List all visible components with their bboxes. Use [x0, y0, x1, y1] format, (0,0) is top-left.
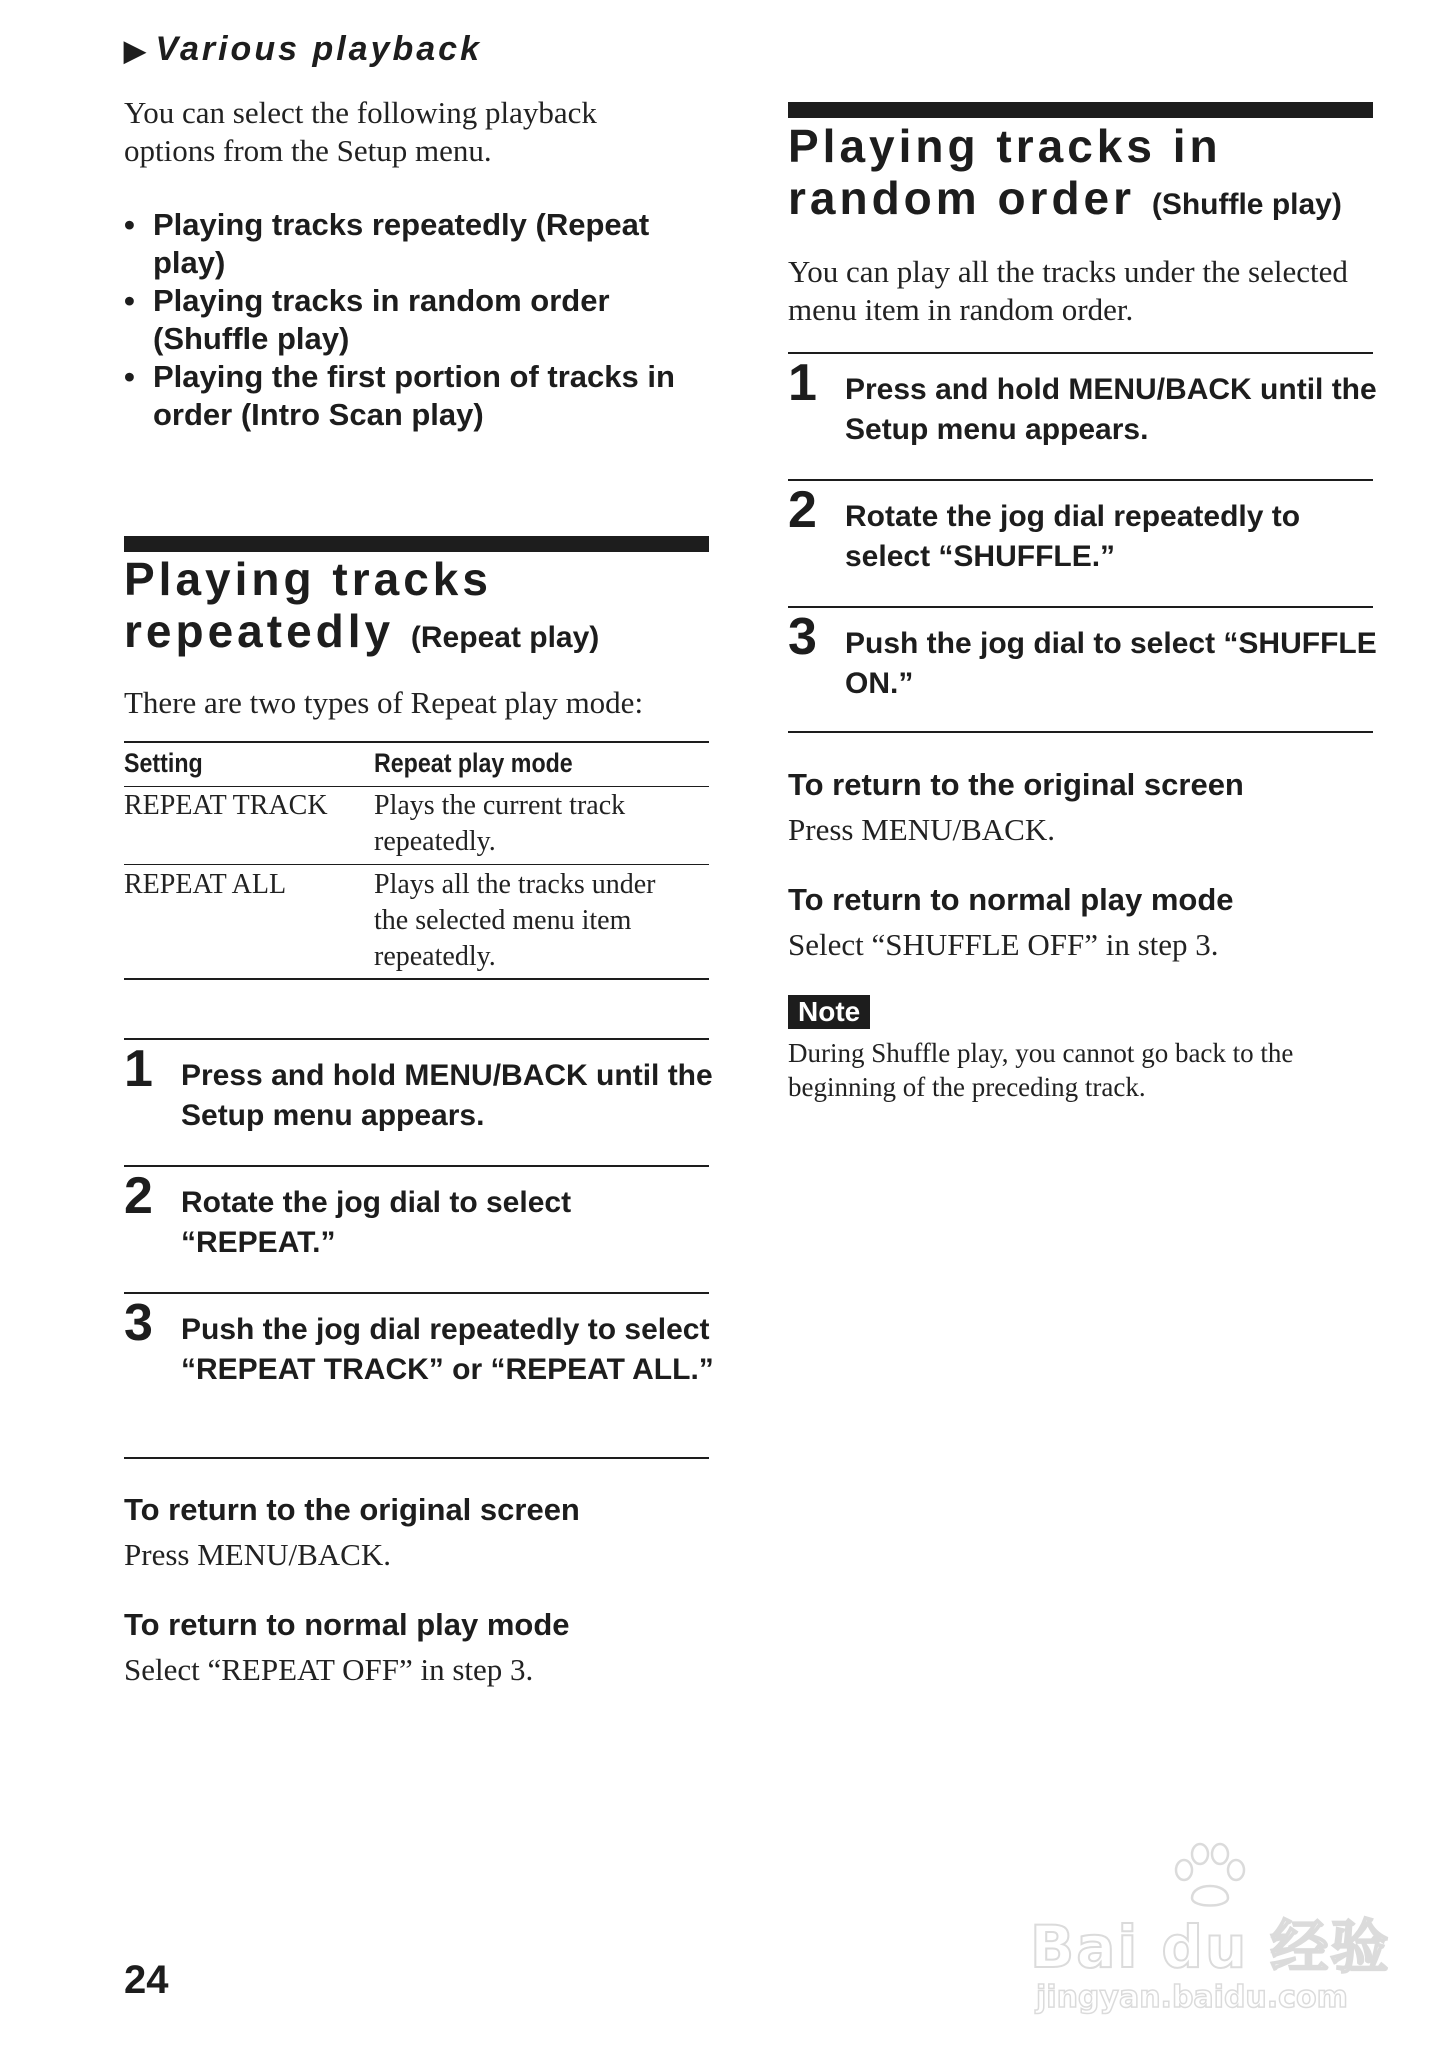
- table-cell-setting: REPEAT TRACK: [124, 790, 328, 821]
- shuffle-intro: You can play all the tracks under the selected menu item in random order.: [788, 254, 1348, 327]
- section-label-text: Various playback: [155, 30, 482, 68]
- step-text: Push the jog dial to select “SHUFFLE ON.”: [845, 627, 1377, 700]
- step-number: 3: [124, 1294, 153, 1352]
- return-original-title: To return to the original screen: [124, 1492, 580, 1527]
- step-number: 2: [124, 1167, 153, 1225]
- heading-bar: [788, 102, 1373, 118]
- list-item: • Playing tracks in random order (Shuffle play): [124, 283, 610, 356]
- watermark-sub: jingyan.baidu.com: [1036, 1980, 1348, 2015]
- return-original-title: To return to the original screen: [788, 767, 1244, 802]
- step-number: 1: [124, 1040, 153, 1098]
- return-normal-text: Select “REPEAT OFF” in step 3.: [124, 1652, 534, 1687]
- baidu-watermark: [1030, 1840, 1391, 2015]
- step-rule: [788, 352, 1373, 354]
- list-item: • Playing tracks repeatedly (Repeat play): [124, 207, 650, 280]
- table-cell-mode: Plays all the tracks under the selected menu item repeatedly.: [374, 869, 656, 972]
- step-rule: [788, 479, 1373, 481]
- table-header-rule: [124, 786, 709, 787]
- heading-bar: [124, 536, 709, 552]
- return-normal-title: To return to normal play mode: [124, 1607, 570, 1642]
- step-number: 1: [788, 354, 817, 412]
- step-text: Rotate the jog dial repeatedly to select “SHUFFLE.”: [845, 500, 1301, 573]
- return-original-text: Press MENU/BACK.: [788, 812, 1055, 847]
- step-text: Press and hold MENU/BACK until the Setup menu appears.: [845, 373, 1377, 446]
- return-normal-title: To return to normal play mode: [788, 882, 1234, 917]
- step-rule: [788, 731, 1373, 733]
- bullet-icon: •: [124, 359, 135, 394]
- step-text: Press and hold MENU/BACK until the Setup menu appears.: [181, 1059, 713, 1132]
- table-cell-setting: REPEAT ALL: [124, 869, 287, 900]
- step-number: 3: [788, 608, 817, 666]
- table-row-rule: [124, 864, 709, 865]
- table-top-rule: [124, 741, 709, 743]
- step-rule: [124, 1038, 709, 1040]
- section-label: [124, 30, 482, 69]
- bullet-icon: •: [124, 283, 135, 318]
- repeat-intro: There are two types of Repeat play mode:: [124, 685, 644, 720]
- list-item: • Playing the first portion of tracks in order (Intro Scan play): [124, 359, 675, 432]
- return-original-text: Press MENU/BACK.: [124, 1537, 391, 1572]
- options-list: [124, 206, 709, 434]
- repeat-heading: Playing tracks repeatedly (Repeat play): [124, 553, 600, 657]
- triangle-right-icon: ▶: [124, 35, 146, 66]
- table-cell-mode: Plays the current track repeatedly.: [374, 790, 626, 857]
- shuffle-heading: Playing tracks in random order (Shuffle play): [788, 120, 1342, 224]
- step-rule: [124, 1457, 709, 1459]
- step-text: Push the jog dial repeatedly to select “REPEAT TRACK” or “REPEAT ALL.”: [181, 1313, 714, 1386]
- return-normal-text: Select “SHUFFLE OFF” in step 3.: [788, 927, 1219, 962]
- step-rule: [788, 606, 1373, 608]
- table-header-setting: Setting: [124, 748, 203, 778]
- step-number: 2: [788, 481, 817, 539]
- table-header-mode: Repeat play mode: [374, 748, 573, 778]
- table-bottom-rule: [124, 978, 709, 980]
- note-badge: Note: [788, 995, 870, 1029]
- step-text: Rotate the jog dial to select “REPEAT.”: [181, 1186, 572, 1259]
- step-rule: [124, 1292, 709, 1294]
- note-text: During Shuffle play, you cannot go back to the beginning of the preceding track.: [788, 1038, 1294, 1102]
- intro-text: You can select the following playback options from the Setup menu.: [124, 95, 597, 168]
- page-number: 24: [124, 1958, 169, 2002]
- watermark-main: Bai du 经验: [1030, 1913, 1391, 1981]
- bullet-icon: •: [124, 207, 135, 242]
- step-rule: [124, 1165, 709, 1167]
